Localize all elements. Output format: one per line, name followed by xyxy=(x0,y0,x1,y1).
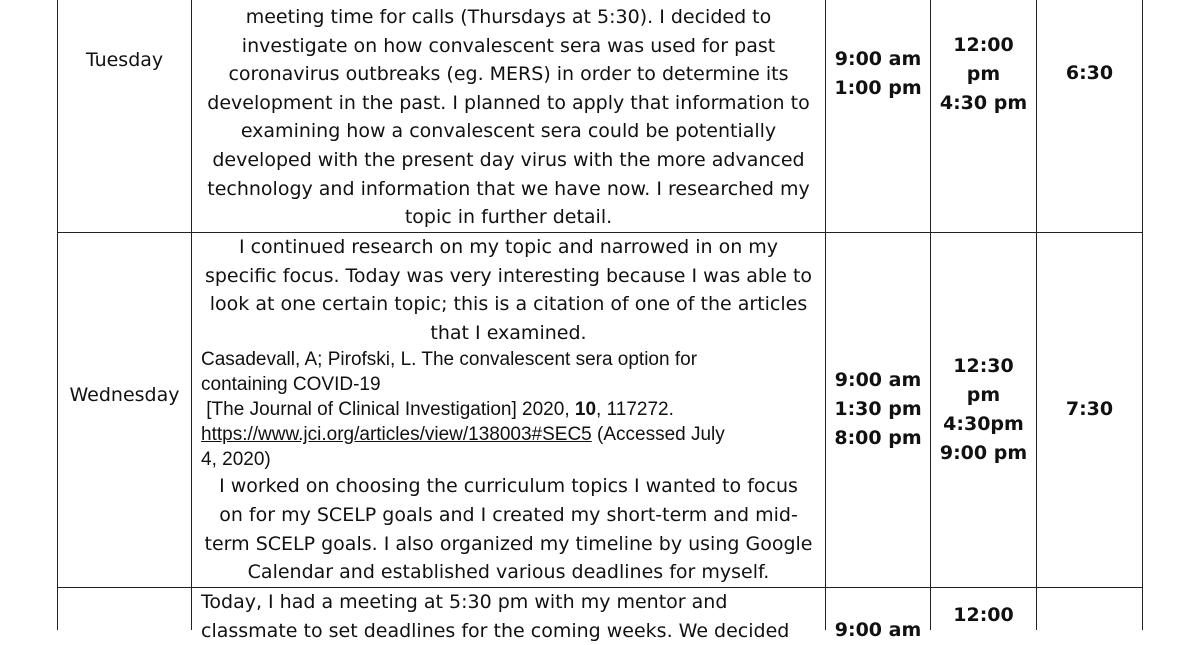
table-border-left xyxy=(57,0,58,630)
volume-number: 10 xyxy=(574,399,597,421)
article-citation: Casadevall, A; Pirofski, L. The convalescent sera option for containing COVID-19 [The Journal of Clinical Investigation] 2020, 10, 117272. https://www.jci.org/articles/view/138003#SEC5 (Accessed July 4, 2020) xyxy=(201,349,725,471)
article-link[interactable]: https://www.jci.org/articles/view/138003#SEC5 xyxy=(201,424,592,446)
start-times: 9:00 am xyxy=(834,619,922,641)
end-times: 12:30 pm 4:30pm 9:00 pm xyxy=(939,355,1028,464)
table-border-right xyxy=(1142,0,1143,630)
start-times: 9:00 am 1:00 pm xyxy=(834,48,922,99)
day-label: Tuesday xyxy=(85,49,164,71)
end-times: 12:00 xyxy=(953,604,1014,626)
total-hours: 7:30 xyxy=(1065,398,1114,420)
column-divider xyxy=(191,0,192,630)
column-divider xyxy=(1036,0,1037,630)
activity-description: Today, I had a meeting at 5:30 pm with my mentor and classmate to set deadlines for the coming weeks. We decided xyxy=(201,591,790,642)
end-times: 12:00 pm 4:30 pm xyxy=(939,34,1028,114)
start-times: 9:00 am 1:30 pm 8:00 pm xyxy=(834,369,922,449)
total-hours: 6:30 xyxy=(1065,62,1114,84)
activity-description: meeting time for calls (Thursdays at 5:30). I decided to investigate on how convalescent sera was used for past coronavirus outbreaks (eg. MERS) in order to determine its development in the past. I planned to apply that information to examining how a convalescent sera could be potentially developed with the present day virus with the more advanced technology and information that we have now. I researched my topic in further detail. xyxy=(207,6,810,229)
activity-description: I continued research on my topic and narrowed in on my specific focus. Today was very interesting because I was able to look at one certain topic; this is a citation of one of the articles that I examined. Casadevall, A; Pirofski, L. The convalescent sera option for containing COVID-19 [The Journal of Clinical Investigation] 2020, 10, 117272. https://www.jci.org/articles/view/138003#SEC5 (Accessed July 4, 2020) I worked on choosing the curriculum topics I wanted to focus on for my SCELP goals and I created my short-term and mid- term SCELP goals. I also organized my timeline by using Google Calendar and established various deadlines for myself. xyxy=(201,233,816,587)
day-label: Wednesday xyxy=(69,384,180,406)
